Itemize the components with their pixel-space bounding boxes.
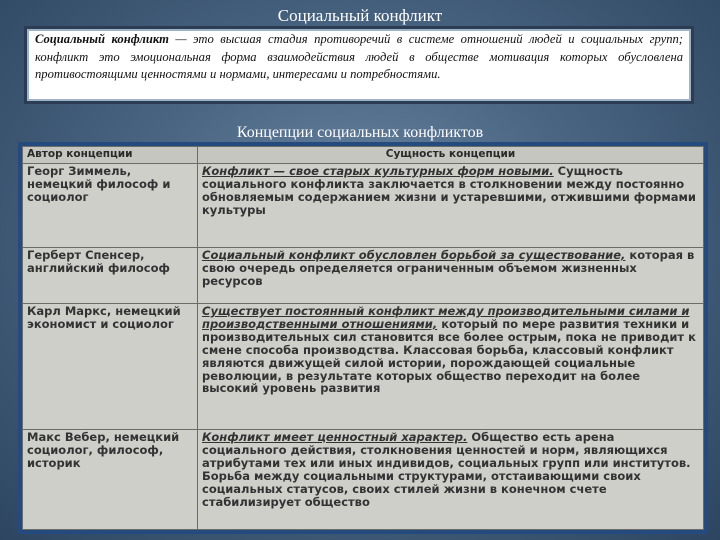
- essence-text: Общество есть арена социального действия, столкновения ценностей и норм, являющихся атрибутами тех или иных индивидов, социальных групп или институтов. Борьба между социальными структурами, отстаивающими своих социальных статусов, своих стилей жизни в конечном счете стабилизирует общество: [202, 430, 691, 509]
- table-row: [23, 430, 704, 530]
- table-row: [23, 248, 704, 304]
- author-cell: Карл Маркс, немецкий экономист и социолог: [23, 304, 198, 430]
- concepts-table-frame: [18, 142, 708, 534]
- essence-text: который по мере развития техники и производительных сил становится все более острым, пока не приводит к смене способа производства. Классовая борьба, классовый конфликт являются движущей силой истории, порождающей социальные революции, в результате которых общество переходит на более высокий уровень развития: [202, 316, 696, 396]
- header-essence: Сущность концепции: [198, 147, 704, 164]
- essence-lead: Социальный конфликт обусловлен борьбой за существование,: [202, 248, 626, 262]
- essence-lead: Существует постоянный конфликт между производительными силами и производственными отношениями,: [202, 304, 690, 331]
- essence-lead: Конфликт — свое старых культурных форм новыми.: [202, 164, 554, 178]
- table-row: [23, 164, 704, 248]
- essence-text: Сущность социального конфликта заключается в столкновении между постоянно обновляемым содержанием жизни и устаревшими, отжившими формами культуры: [202, 164, 696, 217]
- concepts-table: [22, 146, 704, 530]
- header-author: Автор концепции: [23, 147, 198, 164]
- author-cell: Георг Зиммель, немецкий философ и социолог: [23, 164, 198, 248]
- slide-title: Социальный конфликт: [277, 6, 443, 25]
- concepts-title: Концепции социальных конфликтов: [236, 124, 484, 141]
- definition-box: [24, 26, 694, 104]
- essence-cell: [198, 164, 704, 248]
- concepts-table-scan: [22, 146, 704, 530]
- essence-cell: [198, 304, 704, 430]
- essence-text: которая в свою очередь определяется ограниченным объемом жизненных ресурсов: [202, 248, 695, 288]
- author-cell: Макс Вебер, немецкий социолог, философ, историк: [23, 430, 198, 530]
- essence-cell: [198, 430, 704, 530]
- author-cell: Герберт Спенсер, английский философ: [23, 248, 198, 304]
- table-row: [23, 304, 704, 430]
- essence-cell: [198, 248, 704, 304]
- definition-term: Социальный конфликт: [35, 32, 169, 46]
- definition-text: — это высшая стадия противоречий в системе отношений людей и социальных групп; конфликт это эмоциональная форма взаимодействия людей в обществе мотивация которых обусловлена противостоящими ценностями и нормами, интересами и потребностями.: [35, 32, 683, 81]
- essence-lead: Конфликт имеет ценностный характер.: [202, 430, 468, 444]
- table-header-row: [23, 147, 704, 164]
